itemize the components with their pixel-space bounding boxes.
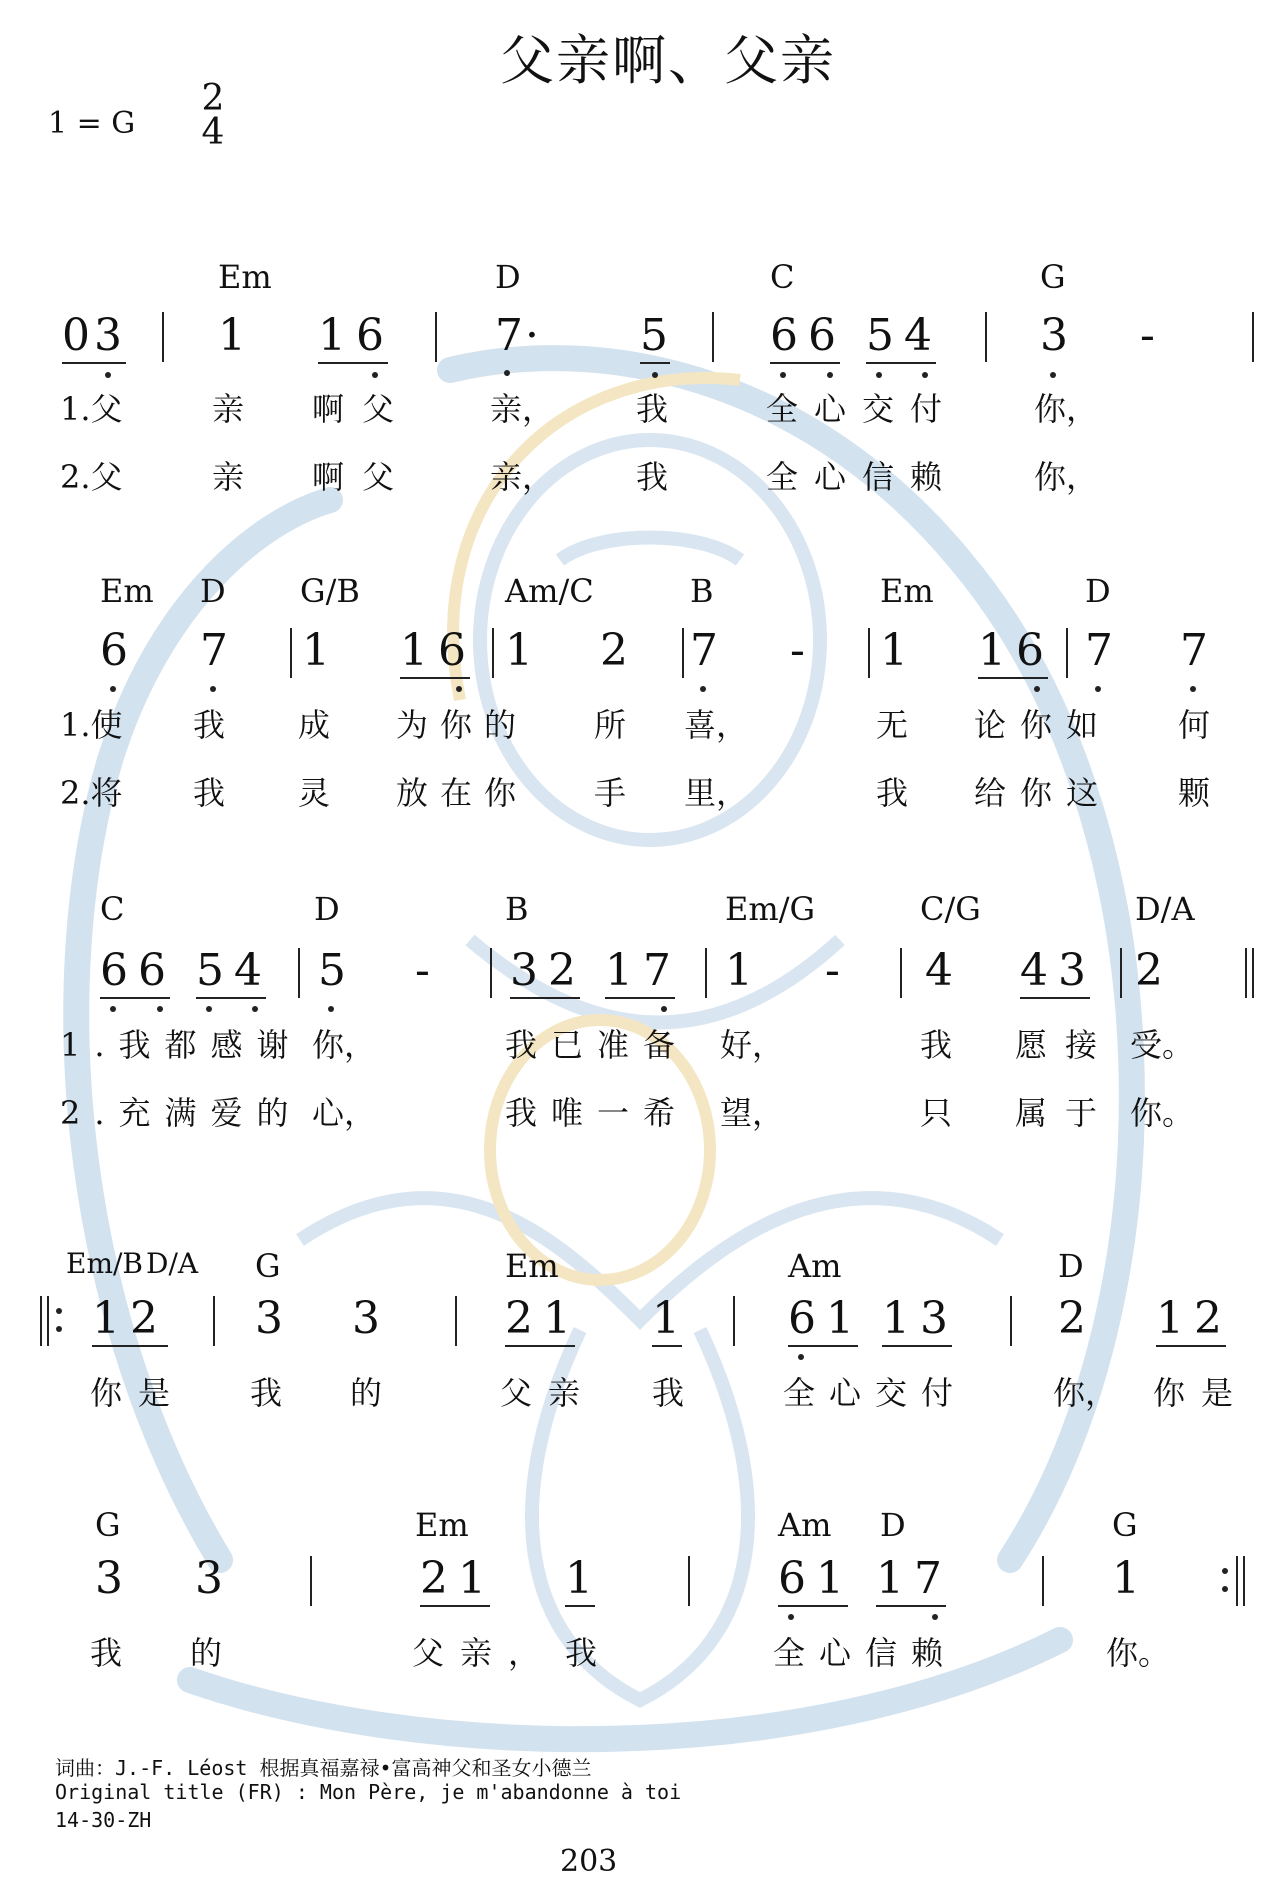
lyric: 2.将 xyxy=(60,774,123,812)
note: 3 xyxy=(195,1553,223,1604)
lyric: 我 xyxy=(652,1374,685,1412)
lyric: 无 xyxy=(876,706,909,744)
lyric: 心， xyxy=(312,1094,377,1132)
note: 61 xyxy=(788,1293,864,1344)
page-number: 203 xyxy=(560,1844,618,1879)
time-signature-top: 2 xyxy=(201,78,225,119)
dash: - xyxy=(415,945,430,996)
chord: Em xyxy=(415,1506,469,1544)
lyric: 你， xyxy=(1034,390,1099,428)
lyric: 亲 xyxy=(212,390,245,428)
lyric: 亲， xyxy=(490,458,555,496)
note: 1 xyxy=(880,625,908,676)
note: 2 xyxy=(1135,945,1163,996)
lyric: 颗 xyxy=(1178,774,1211,812)
chord: G xyxy=(1040,258,1066,296)
note: 5 xyxy=(640,310,668,361)
chord: D xyxy=(200,572,226,610)
dotted-note-dot: · xyxy=(525,310,539,361)
footer-code: 14-30-ZH xyxy=(55,1808,152,1832)
lyric: 全心交付 xyxy=(766,390,959,428)
dash: - xyxy=(790,625,805,676)
time-signature xyxy=(200,78,226,153)
lyric: 喜， xyxy=(684,706,749,744)
note: 3 xyxy=(255,1293,283,1344)
chord: D xyxy=(1058,1247,1084,1285)
lyric: 论你如 xyxy=(974,706,1113,744)
lyric: 啊父 xyxy=(312,390,413,428)
note: 1 xyxy=(1112,1553,1140,1604)
lyric: 我 xyxy=(250,1374,283,1412)
chord: C xyxy=(100,890,125,928)
note: 1 xyxy=(218,310,246,361)
chord: G xyxy=(255,1247,281,1285)
lyric: 我 xyxy=(636,390,669,428)
note: 66 xyxy=(770,310,846,361)
chord: D/A xyxy=(1135,890,1195,928)
lyric: 你是 xyxy=(1153,1374,1250,1412)
note: 6 xyxy=(100,625,128,676)
note: 16 xyxy=(400,625,476,676)
chord: D/A xyxy=(146,1247,199,1280)
lyric: 你， xyxy=(312,1026,377,1064)
chord: G/B xyxy=(300,572,360,610)
note: 3 xyxy=(1040,310,1068,361)
lyric: 你， xyxy=(1053,1374,1118,1412)
chord: D xyxy=(880,1506,906,1544)
lyric: 我 xyxy=(90,1634,123,1672)
dash: - xyxy=(825,945,840,996)
lyric: 啊父 xyxy=(312,458,413,496)
lyric: 我唯一希 xyxy=(505,1094,690,1132)
note: 61 xyxy=(778,1553,854,1604)
note: 2 xyxy=(600,625,628,676)
chord: Em xyxy=(218,258,272,296)
lyric: 只 xyxy=(920,1094,953,1132)
note: 21 xyxy=(420,1553,496,1604)
lyric: 成 xyxy=(298,706,331,744)
note: 13 xyxy=(882,1293,958,1344)
chord: B xyxy=(690,572,714,610)
chord: Em/B xyxy=(66,1247,143,1280)
chord: D xyxy=(495,258,521,296)
note: 7 xyxy=(495,310,523,361)
note: 1 xyxy=(505,625,533,676)
chord: B xyxy=(505,890,529,928)
chord: Em xyxy=(100,572,154,610)
lyric: 为你的 xyxy=(396,706,529,744)
note: 3 xyxy=(352,1293,380,1344)
note: 7 xyxy=(1180,625,1208,676)
chord: G xyxy=(1112,1506,1138,1544)
note: 12 xyxy=(1156,1293,1232,1344)
note: 2 xyxy=(1058,1293,1086,1344)
lyric: 你。 xyxy=(1106,1634,1171,1672)
lyric: 属于 xyxy=(1015,1094,1116,1132)
lyric: 我 xyxy=(876,774,909,812)
lyric: 的 xyxy=(190,1634,223,1672)
lyric: 何 xyxy=(1178,706,1211,744)
note: 4 xyxy=(925,945,953,996)
chord: D xyxy=(1085,572,1111,610)
chord: C/G xyxy=(920,890,981,928)
lyric: 愿接 xyxy=(1015,1026,1116,1064)
lyric: 1.我都感谢 xyxy=(60,1026,303,1064)
lyric: 我已准备 xyxy=(505,1026,690,1064)
lyric: 我 xyxy=(193,706,226,744)
lyric: 2.父 xyxy=(60,458,123,496)
note: 12 xyxy=(92,1293,168,1344)
lyric: 全心信赖 xyxy=(766,458,959,496)
note: 32 xyxy=(510,945,586,996)
lyric: 父亲， xyxy=(412,1634,557,1672)
note: 1 xyxy=(725,945,753,996)
lyric: 1.父 xyxy=(60,390,123,428)
lyric: 我 xyxy=(193,774,226,812)
lyric: 给你这 xyxy=(974,774,1113,812)
song-title: 父亲啊、父亲 xyxy=(500,29,836,92)
lyric: 所 xyxy=(594,706,627,744)
note: 1 xyxy=(302,625,330,676)
lyric: 1.使 xyxy=(60,706,123,744)
lyric: 放在你 xyxy=(396,774,529,812)
note: 5 xyxy=(318,945,346,996)
lyric: 灵 xyxy=(298,774,331,812)
note: 54 xyxy=(866,310,942,361)
lyric: 2.充满爱的 xyxy=(60,1094,303,1132)
note: 17 xyxy=(605,945,681,996)
time-signature-bottom: 4 xyxy=(201,112,225,153)
note: 1 xyxy=(565,1553,593,1604)
chord: D xyxy=(314,890,340,928)
chord: G xyxy=(95,1506,121,1544)
lyric: 受。 xyxy=(1130,1026,1195,1064)
lyric: 我 xyxy=(920,1026,953,1064)
note: 17 xyxy=(876,1553,952,1604)
lyric: 我 xyxy=(636,458,669,496)
chord: Em/G xyxy=(725,890,816,928)
note: 54 xyxy=(196,945,272,996)
chord: C xyxy=(770,258,795,296)
chord: Am xyxy=(778,1506,832,1544)
footer-original-title: Original title (FR) : Mon Père, je m'abandonne à toi xyxy=(55,1780,682,1804)
note: 03 xyxy=(62,310,126,361)
lyric: 你， xyxy=(1034,458,1099,496)
lyric: 全心交付 xyxy=(783,1374,968,1412)
lyric: 父亲 xyxy=(500,1374,597,1412)
lyric: 里， xyxy=(684,774,749,812)
chord: Am xyxy=(788,1247,842,1285)
lyric: 全心信赖 xyxy=(773,1634,958,1672)
lyric: 手 xyxy=(594,774,627,812)
lyric: 好， xyxy=(720,1026,785,1064)
key-signature: 1 = G xyxy=(48,106,136,141)
lyric: 的 xyxy=(350,1374,383,1412)
note: 7 xyxy=(200,625,228,676)
lyric: 你。 xyxy=(1130,1094,1195,1132)
chord: Em xyxy=(505,1247,559,1285)
lyric: 你是 xyxy=(90,1374,187,1412)
note: 1 xyxy=(652,1293,680,1344)
lyric: 望， xyxy=(720,1094,785,1132)
chord: Am/C xyxy=(505,572,594,610)
lyric: 亲， xyxy=(490,390,555,428)
lyric: 我 xyxy=(565,1634,598,1672)
dash: - xyxy=(1140,310,1155,361)
note: 43 xyxy=(1020,945,1096,996)
note: 66 xyxy=(100,945,176,996)
note: 7 xyxy=(1085,625,1113,676)
note: 16 xyxy=(978,625,1054,676)
lyric: 亲 xyxy=(212,458,245,496)
note: 16 xyxy=(318,310,394,361)
chord: Em xyxy=(880,572,934,610)
note: 21 xyxy=(505,1293,581,1344)
note: 7 xyxy=(690,625,718,676)
footer-credit: 词曲：J.-F. Léost 根据真福嘉禄•富高神父和圣女小德兰 xyxy=(55,1756,592,1780)
note: 3 xyxy=(95,1553,123,1604)
